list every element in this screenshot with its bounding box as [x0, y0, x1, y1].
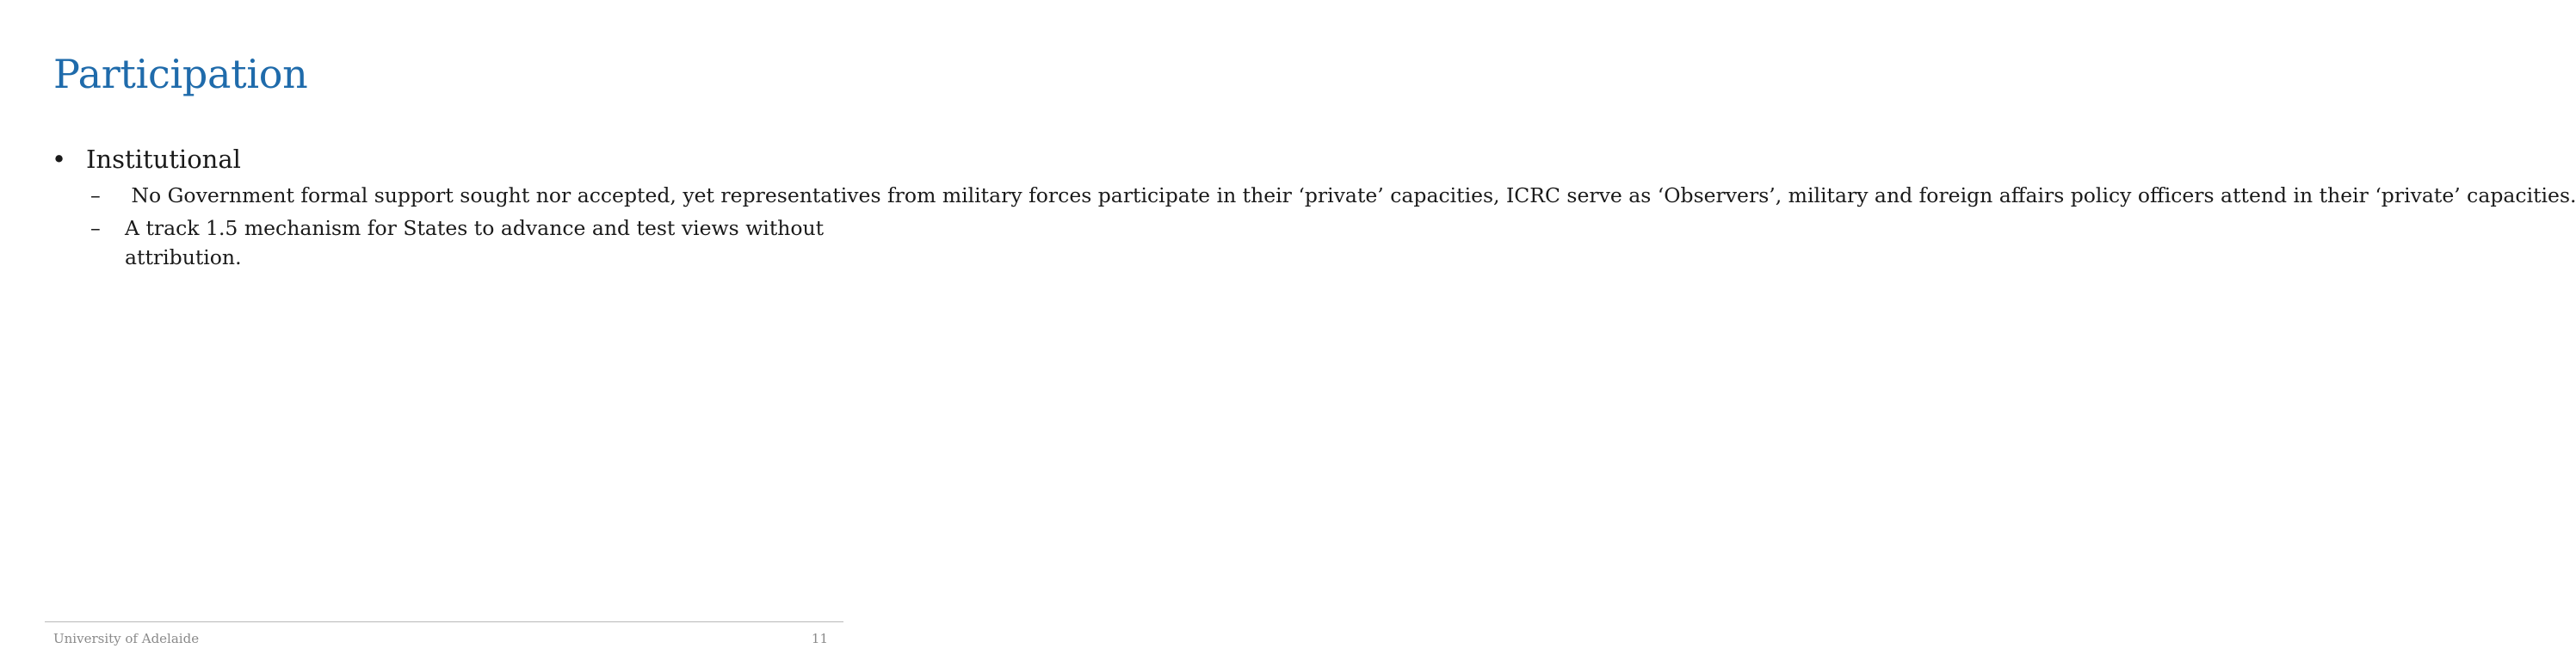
- sub-bullet-marker: –: [90, 216, 101, 240]
- sub-bullet-text: No Government formal support sought nor accepted, yet representatives from military forces participate in their ‘private’ capacities, ICRC serve as ‘Observers’, military and foreign affairs policy officers attend in their ‘private’ capacities.: [125, 183, 2576, 207]
- bullet-marker: •: [52, 145, 67, 174]
- sub-bullet-text: A track 1.5 mechanism for States to advance and test views without attribution.: [125, 216, 825, 269]
- bullet-item: [52, 143, 826, 176]
- footer-divider: [45, 621, 843, 622]
- footer-organization: University of Adelaide: [53, 631, 200, 646]
- page-number: 11: [811, 631, 828, 646]
- sub-bullet-item: [90, 181, 2576, 210]
- sub-bullet-marker: –: [90, 183, 101, 207]
- sub-bullet-item: [90, 213, 826, 272]
- bullet-text: Institutional: [86, 145, 241, 174]
- slide-body: [52, 143, 2576, 275]
- slide-title: Participation: [53, 51, 308, 97]
